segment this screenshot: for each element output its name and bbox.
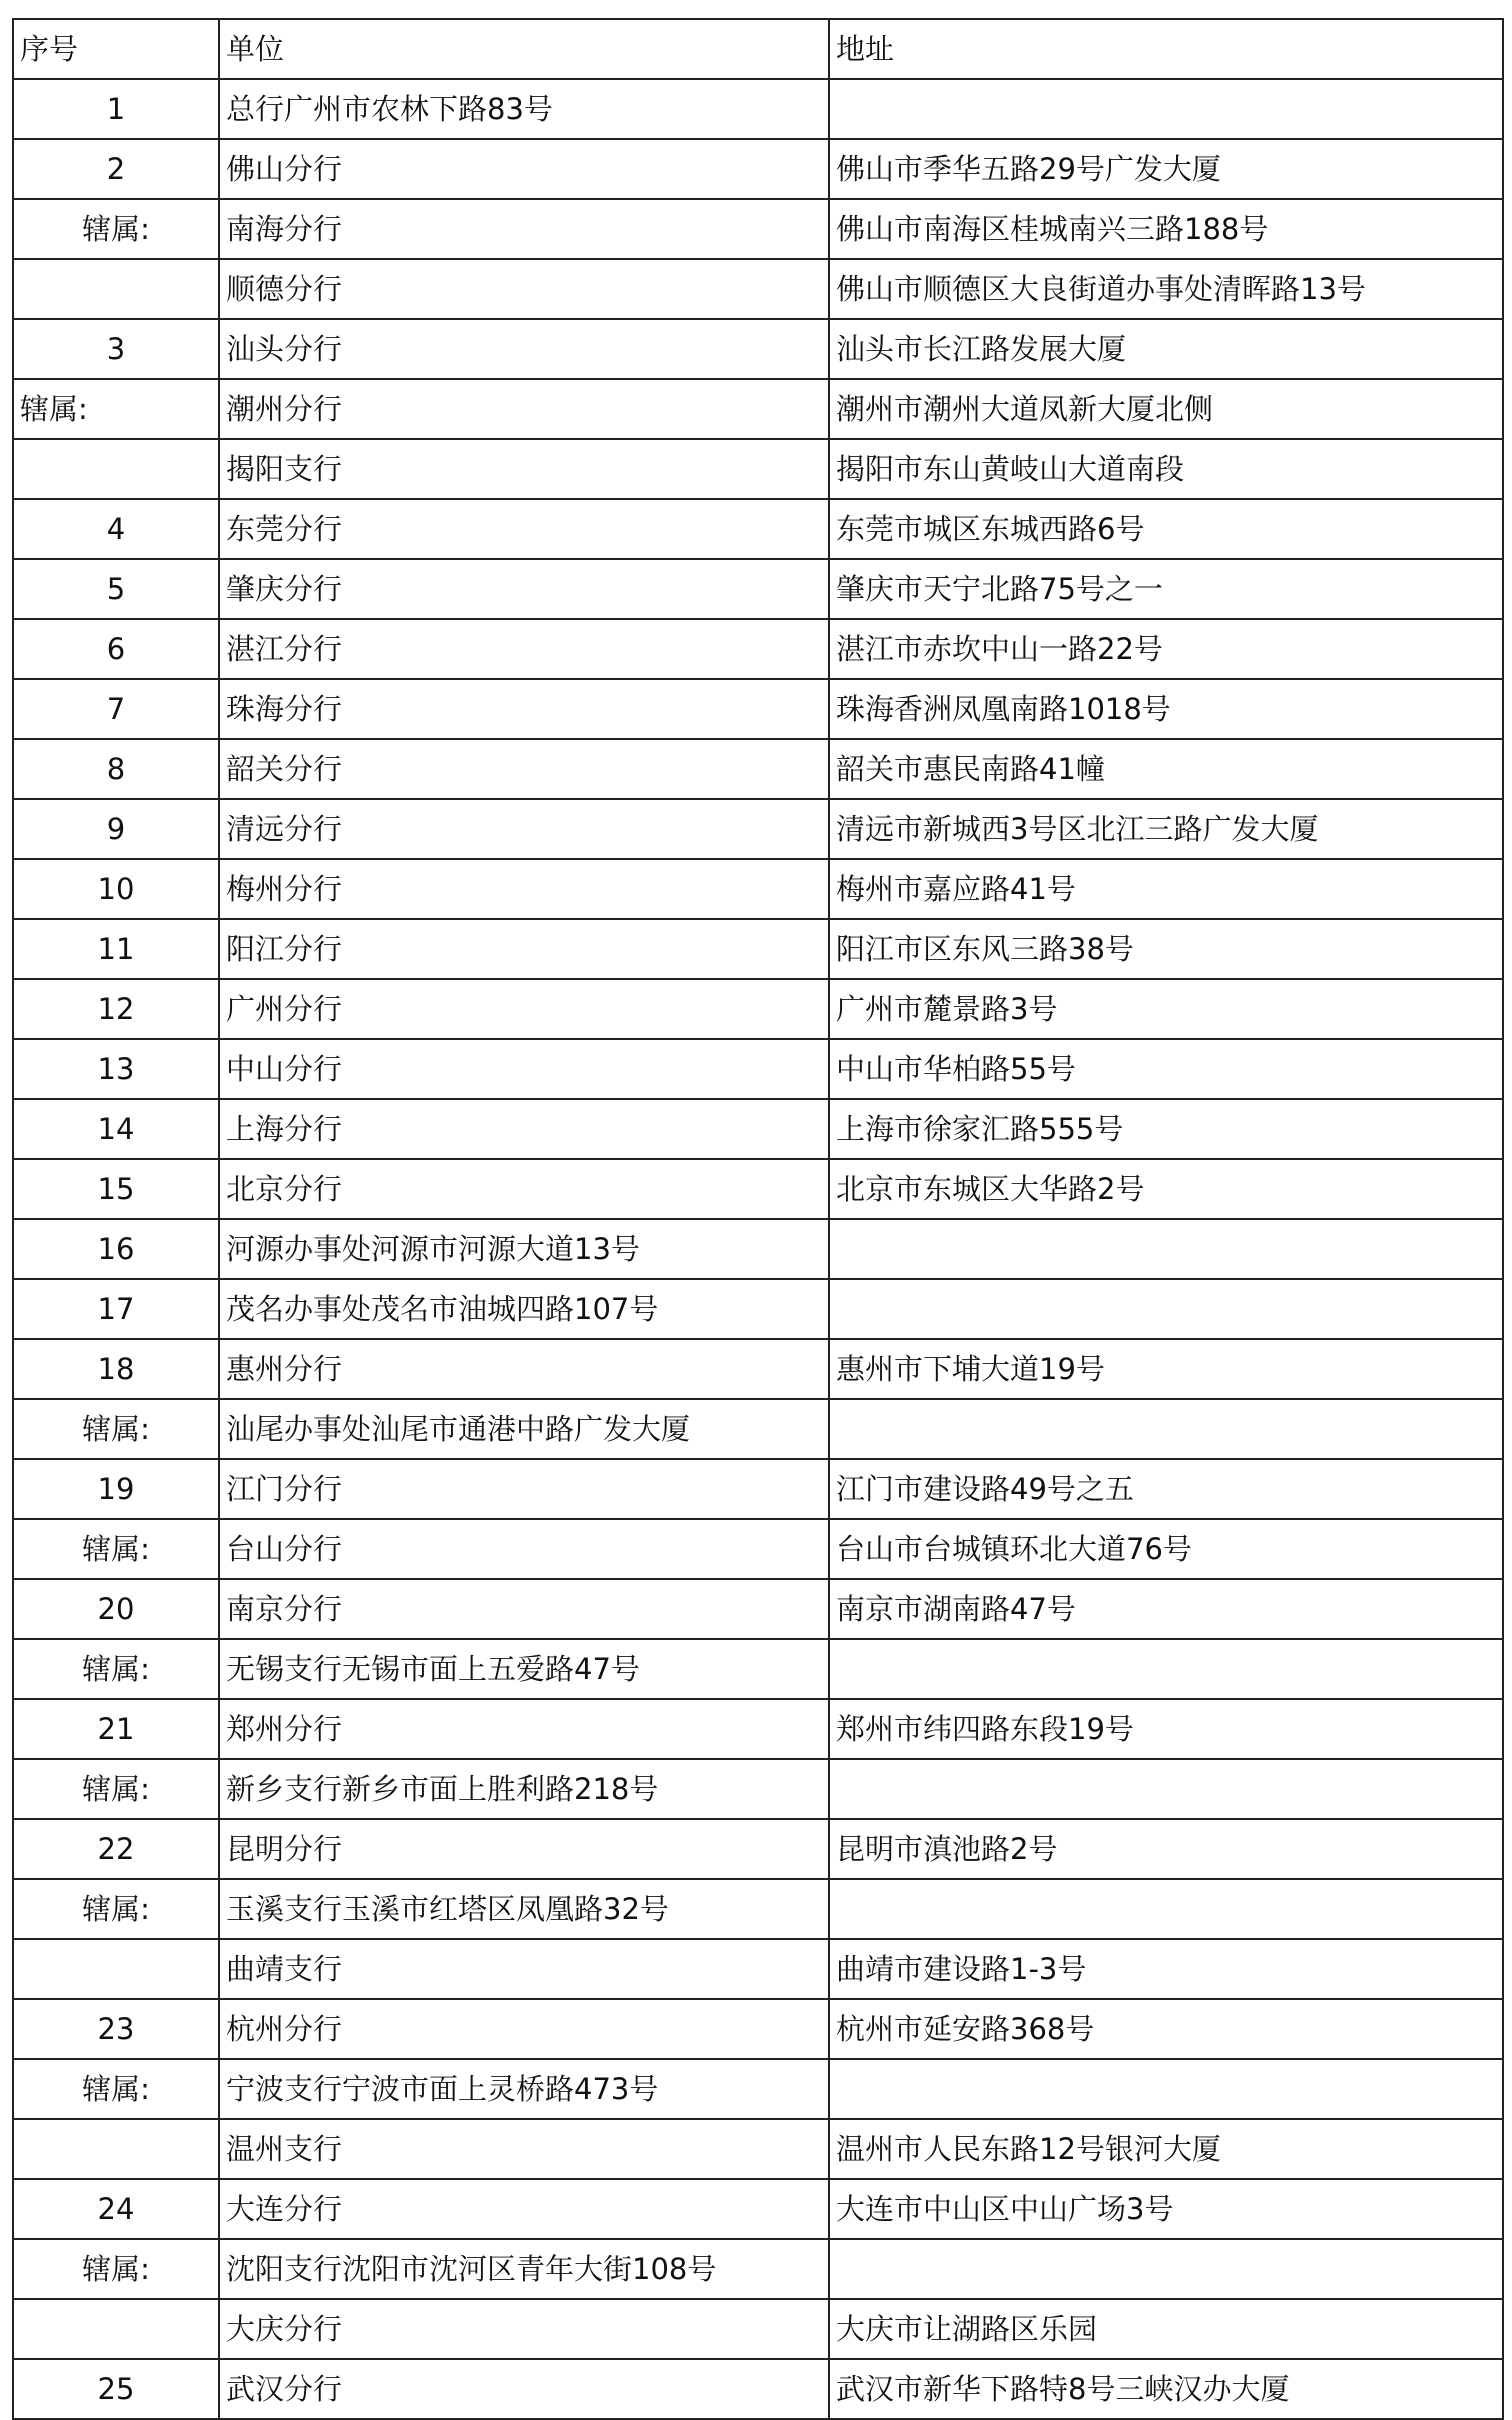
unit-cell: 珠海分行	[219, 679, 829, 739]
seq-cell: 18	[13, 1339, 219, 1399]
seq-cell	[13, 259, 219, 319]
seq-cell	[13, 2299, 219, 2359]
address-cell: 东莞市城区东城西路6号	[829, 499, 1503, 559]
unit-cell: 潮州分行	[219, 379, 829, 439]
unit-cell: 顺德分行	[219, 259, 829, 319]
table-row	[13, 259, 1503, 319]
seq-cell: 15	[13, 1159, 219, 1219]
seq-cell: 20	[13, 1579, 219, 1639]
unit-cell: 汕头分行	[219, 319, 829, 379]
seq-cell: 21	[13, 1699, 219, 1759]
unit-cell: 昆明分行	[219, 1819, 829, 1879]
unit-cell: 温州支行	[219, 2119, 829, 2179]
seq-cell: 16	[13, 1219, 219, 1279]
address-cell: 曲靖市建设路1-3号	[829, 1939, 1503, 1999]
address-cell: 昆明市滇池路2号	[829, 1819, 1503, 1879]
unit-cell: 中山分行	[219, 1039, 829, 1099]
address-cell: 湛江市赤坎中山一路22号	[829, 619, 1503, 679]
seq-cell	[13, 1939, 219, 1999]
unit-cell: 杭州分行	[219, 1999, 829, 2059]
table-row	[13, 1939, 1503, 1999]
unit-cell: 揭阳支行	[219, 439, 829, 499]
seq-cell: 23	[13, 1999, 219, 2059]
unit-cell: 清远分行	[219, 799, 829, 859]
seq-cell: 2	[13, 139, 219, 199]
seq-cell: 22	[13, 1819, 219, 1879]
table-row	[13, 139, 1503, 199]
unit-cell: 佛山分行	[219, 139, 829, 199]
seq-cell: 辖属:	[13, 1639, 219, 1699]
unit-cell: 肇庆分行	[219, 559, 829, 619]
address-cell: 大连市中山区中山广场3号	[829, 2179, 1503, 2239]
address-cell	[829, 1219, 1503, 1279]
address-cell: 武汉市新华下路特8号三峡汉办大厦	[829, 2359, 1503, 2419]
unit-cell: 南海分行	[219, 199, 829, 259]
table-header-row	[13, 19, 1503, 79]
table-row	[13, 1339, 1503, 1399]
address-cell	[829, 2239, 1503, 2299]
unit-cell: 郑州分行	[219, 1699, 829, 1759]
seq-cell: 辖属:	[13, 1879, 219, 1939]
table-row	[13, 439, 1503, 499]
address-cell	[829, 1399, 1503, 1459]
seq-cell: 19	[13, 1459, 219, 1519]
table-row	[13, 1219, 1503, 1279]
table-row	[13, 919, 1503, 979]
table-row	[13, 1099, 1503, 1159]
table-row	[13, 2239, 1503, 2299]
seq-cell: 14	[13, 1099, 219, 1159]
seq-cell: 辖属:	[13, 379, 219, 439]
seq-cell: 13	[13, 1039, 219, 1099]
address-cell: 佛山市顺德区大良街道办事处清晖路13号	[829, 259, 1503, 319]
table-row	[13, 1639, 1503, 1699]
unit-cell: 惠州分行	[219, 1339, 829, 1399]
address-cell	[829, 1639, 1503, 1699]
address-cell	[829, 79, 1503, 139]
unit-cell: 湛江分行	[219, 619, 829, 679]
unit-cell: 新乡支行新乡市面上胜利路218号	[219, 1759, 829, 1819]
seq-cell: 24	[13, 2179, 219, 2239]
address-cell: 阳江市区东风三路38号	[829, 919, 1503, 979]
unit-cell: 台山分行	[219, 1519, 829, 1579]
table-row	[13, 1519, 1503, 1579]
branch-address-table	[12, 18, 1504, 2420]
address-cell: 肇庆市天宁北路75号之一	[829, 559, 1503, 619]
unit-cell: 曲靖支行	[219, 1939, 829, 1999]
seq-cell: 1	[13, 79, 219, 139]
seq-cell: 辖属:	[13, 2239, 219, 2299]
table-row	[13, 799, 1503, 859]
table-row	[13, 199, 1503, 259]
unit-cell: 阳江分行	[219, 919, 829, 979]
unit-cell: 沈阳支行沈阳市沈河区青年大街108号	[219, 2239, 829, 2299]
unit-cell: 总行广州市农林下路83号	[219, 79, 829, 139]
seq-cell: 10	[13, 859, 219, 919]
table-row	[13, 79, 1503, 139]
seq-cell: 辖属:	[13, 1399, 219, 1459]
unit-cell: 宁波支行宁波市面上灵桥路473号	[219, 2059, 829, 2119]
unit-cell: 玉溪支行玉溪市红塔区凤凰路32号	[219, 1879, 829, 1939]
table-row	[13, 319, 1503, 379]
address-cell	[829, 1759, 1503, 1819]
seq-cell: 25	[13, 2359, 219, 2419]
table-row	[13, 2119, 1503, 2179]
unit-cell: 梅州分行	[219, 859, 829, 919]
seq-cell: 5	[13, 559, 219, 619]
unit-cell: 大庆分行	[219, 2299, 829, 2359]
address-cell: 温州市人民东路12号银河大厦	[829, 2119, 1503, 2179]
unit-cell: 汕尾办事处汕尾市通港中路广发大厦	[219, 1399, 829, 1459]
table-row	[13, 1039, 1503, 1099]
seq-cell: 辖属:	[13, 2059, 219, 2119]
seq-cell	[13, 2119, 219, 2179]
address-cell	[829, 1879, 1503, 1939]
seq-cell: 9	[13, 799, 219, 859]
seq-cell: 3	[13, 319, 219, 379]
unit-cell: 东莞分行	[219, 499, 829, 559]
address-cell: 郑州市纬四路东段19号	[829, 1699, 1503, 1759]
table-row	[13, 2299, 1503, 2359]
address-cell: 南京市湖南路47号	[829, 1579, 1503, 1639]
unit-cell: 武汉分行	[219, 2359, 829, 2419]
unit-cell: 北京分行	[219, 1159, 829, 1219]
seq-cell: 8	[13, 739, 219, 799]
address-cell	[829, 2059, 1503, 2119]
seq-cell: 辖属:	[13, 1519, 219, 1579]
address-cell: 江门市建设路49号之五	[829, 1459, 1503, 1519]
seq-cell	[13, 439, 219, 499]
table-row	[13, 1159, 1503, 1219]
table-row	[13, 979, 1503, 1039]
header-address: 地址	[829, 19, 1503, 79]
seq-cell: 辖属:	[13, 199, 219, 259]
address-cell: 揭阳市东山黄岐山大道南段	[829, 439, 1503, 499]
unit-cell: 江门分行	[219, 1459, 829, 1519]
table-row	[13, 559, 1503, 619]
address-cell: 韶关市惠民南路41幢	[829, 739, 1503, 799]
unit-cell: 南京分行	[219, 1579, 829, 1639]
seq-cell: 6	[13, 619, 219, 679]
seq-cell: 12	[13, 979, 219, 1039]
table-row	[13, 1459, 1503, 1519]
address-cell: 中山市华柏路55号	[829, 1039, 1503, 1099]
address-cell: 北京市东城区大华路2号	[829, 1159, 1503, 1219]
table-row	[13, 1879, 1503, 1939]
table-row	[13, 1399, 1503, 1459]
table-row	[13, 2359, 1503, 2419]
address-cell: 佛山市南海区桂城南兴三路188号	[829, 199, 1503, 259]
header-unit: 单位	[219, 19, 829, 79]
address-cell: 汕头市长江路发展大厦	[829, 319, 1503, 379]
table-row	[13, 679, 1503, 739]
address-cell: 清远市新城西3号区北江三路广发大厦	[829, 799, 1503, 859]
table-row	[13, 1279, 1503, 1339]
table-row	[13, 499, 1503, 559]
table-row	[13, 1579, 1503, 1639]
table-row	[13, 2179, 1503, 2239]
table-row	[13, 859, 1503, 919]
address-cell: 广州市麓景路3号	[829, 979, 1503, 1039]
unit-cell: 韶关分行	[219, 739, 829, 799]
table-row	[13, 1759, 1503, 1819]
table-row	[13, 619, 1503, 679]
seq-cell: 7	[13, 679, 219, 739]
address-cell: 大庆市让湖路区乐园	[829, 2299, 1503, 2359]
address-cell: 上海市徐家汇路555号	[829, 1099, 1503, 1159]
unit-cell: 河源办事处河源市河源大道13号	[219, 1219, 829, 1279]
header-seq: 序号	[13, 19, 219, 79]
table-row	[13, 739, 1503, 799]
seq-cell: 辖属:	[13, 1759, 219, 1819]
address-cell	[829, 1279, 1503, 1339]
address-cell: 潮州市潮州大道凤新大厦北侧	[829, 379, 1503, 439]
table-row	[13, 379, 1503, 439]
seq-cell: 4	[13, 499, 219, 559]
address-cell: 杭州市延安路368号	[829, 1999, 1503, 2059]
unit-cell: 无锡支行无锡市面上五爱路47号	[219, 1639, 829, 1699]
table-row	[13, 1699, 1503, 1759]
table-row	[13, 1999, 1503, 2059]
address-cell: 台山市台城镇环北大道76号	[829, 1519, 1503, 1579]
address-cell: 珠海香洲凤凰南路1018号	[829, 679, 1503, 739]
address-cell: 梅州市嘉应路41号	[829, 859, 1503, 919]
unit-cell: 上海分行	[219, 1099, 829, 1159]
address-cell: 佛山市季华五路29号广发大厦	[829, 139, 1503, 199]
table-row	[13, 2059, 1503, 2119]
seq-cell: 11	[13, 919, 219, 979]
unit-cell: 广州分行	[219, 979, 829, 1039]
address-cell: 惠州市下埔大道19号	[829, 1339, 1503, 1399]
table-row	[13, 1819, 1503, 1879]
seq-cell: 17	[13, 1279, 219, 1339]
unit-cell: 茂名办事处茂名市油城四路107号	[219, 1279, 829, 1339]
unit-cell: 大连分行	[219, 2179, 829, 2239]
